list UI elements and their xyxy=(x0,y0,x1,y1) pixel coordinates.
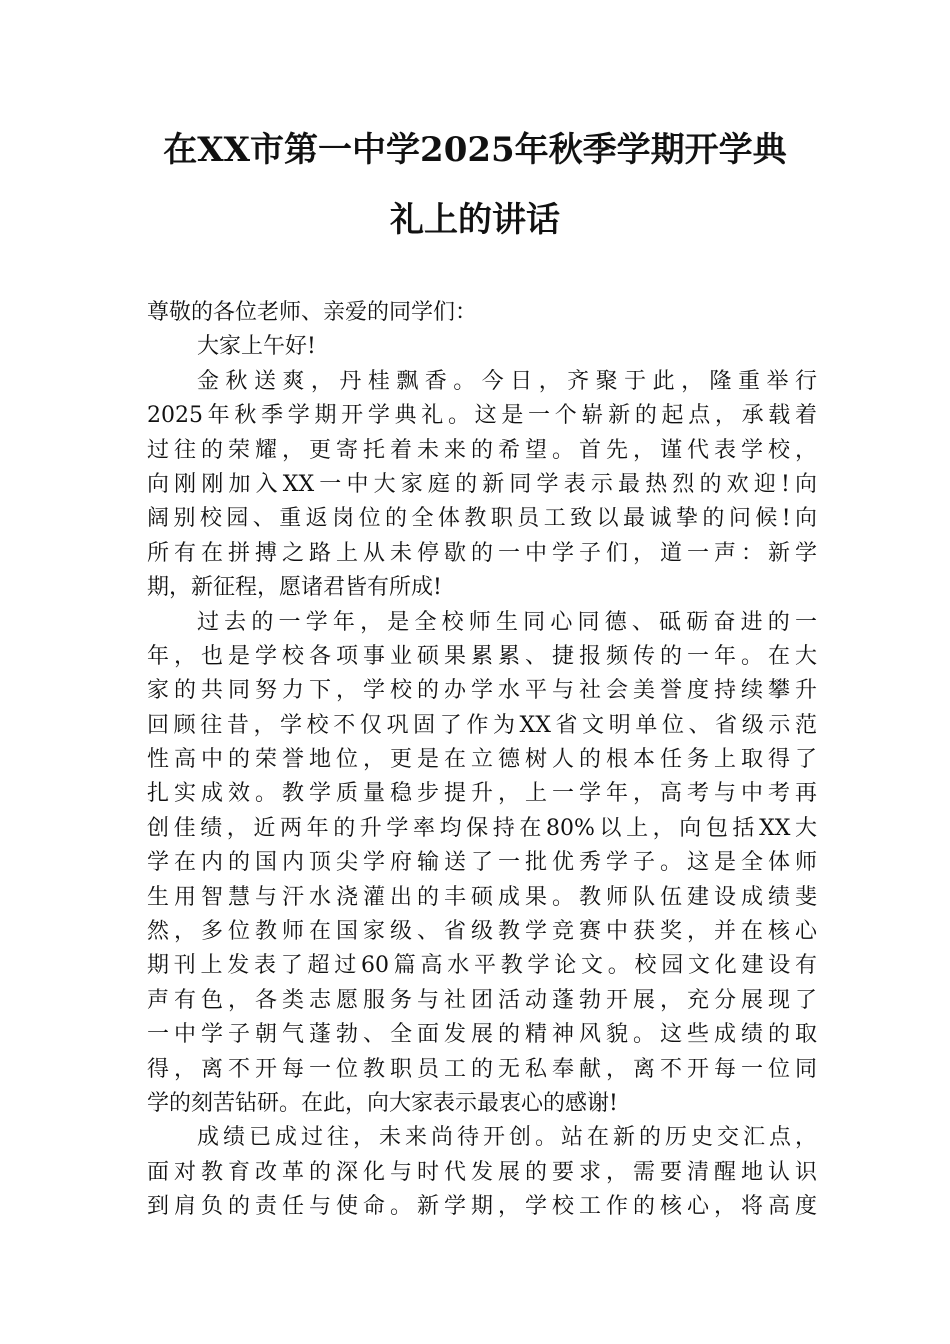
body-text-line: 所有在拼搏之路上从未停歇的一中学子们，道一声：新学 xyxy=(147,540,817,566)
body-text-line: 回顾往昔，学校不仅巩固了作为XX省文明单位、省级示范 xyxy=(147,712,817,738)
body-text-line: 年，也是学校各项事业硕果累累、捷报频传的一年。在大 xyxy=(147,643,817,669)
body-text-line: 金秋送爽，丹桂飘香。今日，齐聚于此，隆重举行 xyxy=(197,368,817,394)
body-text-line: 期刊上发表了超过60篇高水平教学论文。校园文化建设有 xyxy=(147,953,817,979)
body-text-line: 学在内的国内顶尖学府输送了一批优秀学子。这是全体师 xyxy=(147,850,817,876)
body-text-line: 阔别校园、重返岗位的全体教职员工致以最诚挚的问候!向 xyxy=(147,506,817,532)
body-text-line: 过去的一学年，是全校师生同心同德、砥砺奋进的一 xyxy=(197,609,817,635)
body-text-line: 然，多位教师在国家级、省级教学竞赛中获奖，并在核心 xyxy=(147,919,817,945)
body-text-line: 学的刻苦钻研。在此，向大家表示最衷心的感谢! xyxy=(147,1090,618,1116)
body-text-line: 创佳绩，近两年的升学率均保持在80%以上，向包括XX大 xyxy=(147,815,817,841)
body-text-line: 性高中的荣誉地位，更是在立德树人的根本任务上取得了 xyxy=(147,747,817,773)
document-title-line-1: 在XX市第一中学2025年秋季学期开学典 xyxy=(163,130,787,170)
body-text-line: 扎实成效。教学质量稳步提升，上一学年，高考与中考再 xyxy=(147,781,817,807)
body-text-line: 期，新征程，愿诸君皆有所成! xyxy=(147,575,442,601)
document-title-line-2: 礼上的讲话 xyxy=(390,200,560,240)
body-text-line: 得，离不开每一位教职员工的无私奉献，离不开每一位同 xyxy=(147,1056,817,1082)
body-text-line: 向刚刚加入XX一中大家庭的新同学表示最热烈的欢迎!向 xyxy=(147,471,817,497)
body-text-line: 家的共同努力下，学校的办学水平与社会美誉度持续攀升 xyxy=(147,678,817,704)
document-body xyxy=(147,296,817,1225)
body-text-line: 成绩已成过往，未来尚待开创。站在新的历史交汇点， xyxy=(197,1125,817,1151)
body-text-line: 一中学子朝气蓬勃、全面发展的精神风貌。这些成绩的取 xyxy=(147,1022,817,1048)
body-text-line: 大家上午好! xyxy=(197,334,316,360)
body-text-line: 2025年秋季学期开学典礼。这是一个崭新的起点，承载着 xyxy=(147,403,817,429)
body-text-line: 面对教育改革的深化与时代发展的要求，需要清醒地认识 xyxy=(147,1159,817,1185)
body-text-line: 尊敬的各位老师、亲爱的同学们： xyxy=(147,300,478,325)
body-text-line: 到肩负的责任与使命。新学期，学校工作的核心，将高度 xyxy=(147,1194,817,1220)
body-text-line: 声有色，各类志愿服务与社团活动蓬勃开展，充分展现了 xyxy=(147,987,817,1013)
body-text-line: 过往的荣耀，更寄托着未来的希望。首先，谨代表学校， xyxy=(147,437,817,463)
body-text-line: 生用智慧与汗水浇灌出的丰硕成果。教师队伍建设成绩斐 xyxy=(147,884,817,910)
